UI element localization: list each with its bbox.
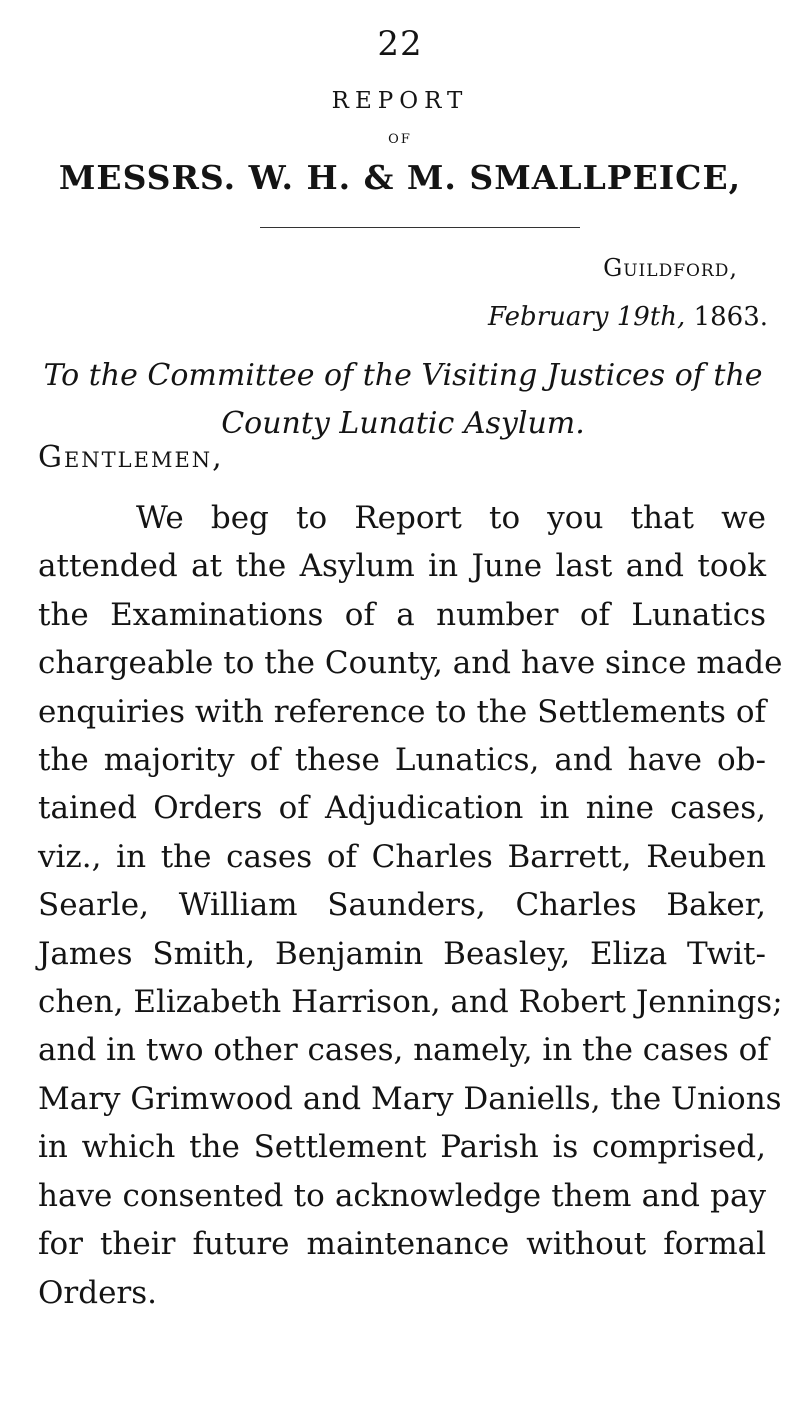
title-connector: OF (388, 132, 412, 147)
report-title: REPORT (331, 88, 469, 114)
letter-addressee: To the Committee of the Visiting Justices of the County Lunatic Asylum. (43, 358, 763, 441)
body-line: have consented to acknowledge them and pay (38, 1177, 766, 1214)
body-line: the Examinations of a number of Lunatics (38, 596, 766, 633)
body-line: for their future maintenance without formal (38, 1226, 766, 1263)
body-line: viz., in the cases of Charles Barrett, Reuben (38, 838, 766, 875)
body-line: chargeable to the County, and have since made (38, 645, 783, 682)
body-line: tained Orders of Adjudication in nine cases, (38, 790, 766, 827)
body-line: Searle, William Saunders, Charles Baker, (38, 887, 766, 924)
body-line: Orders. (38, 1274, 158, 1311)
body-line: enquiries with reference to the Settlements of (38, 693, 766, 730)
letter-body (38, 494, 783, 1317)
body-line: in which the Settlement Parish is comprised, (38, 1129, 766, 1166)
page-number: 22 (377, 24, 423, 64)
divider-rule (260, 227, 580, 228)
letter-date (488, 302, 768, 332)
letter-place: Guildford, (603, 254, 738, 282)
letter-salutation: Gentlemen, (38, 440, 224, 475)
body-line: the majority of these Lunatics, and have ob- (38, 742, 766, 779)
body-line: We beg to Report to you that we (136, 500, 766, 536)
firm-name: MESSRS. W. H. & M. SMALLPEICE, (58, 158, 742, 197)
body-line: attended at the Asylum in June last and took (38, 548, 766, 585)
body-line: and in two other cases, namely, in the cases of (38, 1032, 769, 1069)
body-line: James Smith, Benjamin Beasley, Eliza Twit- (38, 935, 766, 972)
letter-date-year: 1863. (693, 302, 768, 332)
body-line: chen, Elizabeth Harrison, and Robert Jennings; (38, 984, 783, 1021)
body-line: Mary Grimwood and Mary Daniells, the Unions (38, 1080, 782, 1117)
letter-date-month-day: February 19th, (488, 302, 686, 332)
